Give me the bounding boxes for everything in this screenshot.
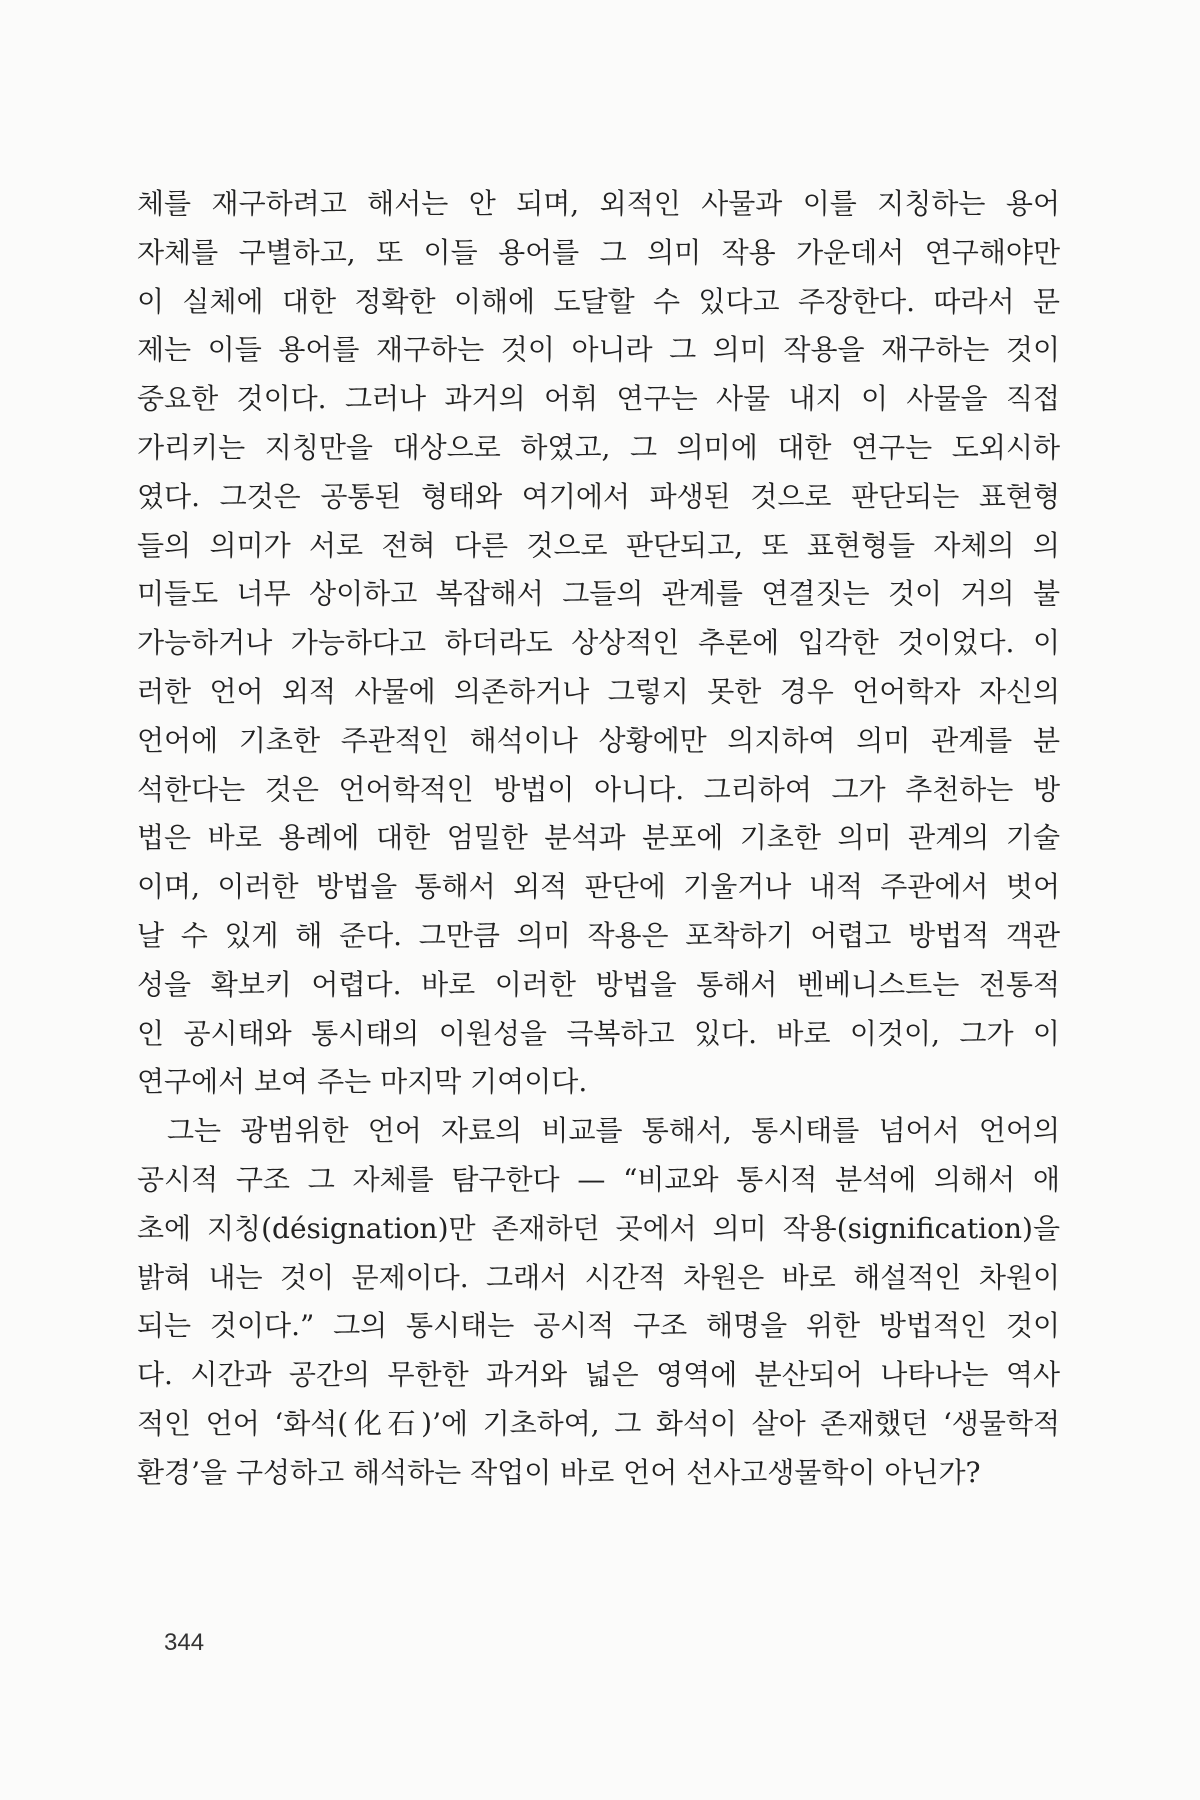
text-line: 환경’을 구성하고 해석하는 작업이 바로 언어 선사고생물학이 아닌가? — [137, 1455, 981, 1489]
text-line: 자체를 구별하고, 또 이들 용어를 그 의미 작용 가운데서 연구해야만 — [137, 235, 1060, 269]
text-line: 다. 시간과 공간의 무한한 과거와 넓은 영역에 분산되어 나타나는 역사 — [137, 1358, 1060, 1392]
text-line: 미들도 너무 상이하고 복잡해서 그들의 관계를 연결짓는 것이 거의 불 — [137, 577, 1060, 611]
text-line: 석한다는 것은 언어학적인 방법이 아니다. 그리하여 그가 추천하는 방 — [137, 772, 1060, 806]
text-line: 이 실체에 대한 정확한 이해에 도달할 수 있다고 주장한다. 따라서 문 — [137, 284, 1060, 318]
text-line: 중요한 것이다. 그러나 과거의 어휘 연구는 사물 내지 이 사물을 직접 — [137, 382, 1060, 416]
text-line: 가리키는 지칭만을 대상으로 하였고, 그 의미에 대한 연구는 도외시하 — [137, 430, 1060, 464]
text-line: 성을 확보키 어렵다. 바로 이러한 방법을 통해서 벤베니스트는 전통적 — [137, 967, 1060, 1001]
text-line: 가능하거나 가능하다고 하더라도 상상적인 추론에 입각한 것이었다. 이 — [137, 626, 1060, 660]
text-line: 제는 이들 용어를 재구하는 것이 아니라 그 의미 작용을 재구하는 것이 — [137, 333, 1060, 367]
text-line: 법은 바로 용례에 대한 엄밀한 분석과 분포에 기초한 의미 관계의 기술 — [137, 821, 1060, 855]
text-line: 들의 의미가 서로 전혀 다른 것으로 판단되고, 또 표현형들 자체의 의 — [137, 528, 1060, 562]
text-line: 되는 것이다.” 그의 통시태는 공시적 구조 해명을 위한 방법적인 것이 — [137, 1309, 1060, 1343]
text-line: 체를 재구하려고 해서는 안 되며, 외적인 사물과 이를 지칭하는 용어 — [137, 187, 1060, 220]
text-line: 인 공시태와 통시태의 이원성을 극복하고 있다. 바로 이것이, 그가 이 — [137, 1016, 1060, 1050]
text-line: 연구에서 보여 주는 마지막 기여이다. — [137, 1065, 588, 1099]
text-line: 밝혀 내는 것이 문제이다. 그래서 시간적 차원은 바로 해설적인 차원이 — [137, 1260, 1060, 1294]
text-line: 공시적 구조 그 자체를 탐구한다 — “비교와 통시적 분석에 의해서 애 — [137, 1162, 1060, 1196]
body-text — [137, 180, 1060, 1498]
text-line: 이며, 이러한 방법을 통해서 외적 판단에 기울거나 내적 주관에서 벗어 — [137, 870, 1060, 904]
text-line: 초에 지칭(désignation)만 존재하던 곳에서 의미 작용(signification)을 — [137, 1211, 1060, 1245]
paragraph-2 — [137, 1107, 1060, 1497]
text-line: 였다. 그것은 공통된 형태와 여기에서 파생된 것으로 판단되는 표현형 — [137, 479, 1060, 513]
paragraph-1 — [137, 180, 1060, 1107]
text-line: 그는 광범위한 언어 자료의 비교를 통해서, 통시태를 넘어서 언어의 — [167, 1114, 1060, 1148]
text-line: 언어에 기초한 주관적인 해석이나 상황에만 의지하여 의미 관계를 분 — [137, 723, 1060, 757]
text-line: 러한 언어 외적 사물에 의존하거나 그렇지 못한 경우 언어학자 자신의 — [137, 674, 1060, 708]
page-number: 344 — [164, 1629, 205, 1656]
text-line: 적인 언어 ‘화석(化石)’에 기초하여, 그 화석이 살아 존재했던 ‘생물학적 — [137, 1406, 1060, 1440]
text-line: 날 수 있게 해 준다. 그만큼 의미 작용은 포착하기 어렵고 방법적 객관 — [137, 918, 1060, 952]
